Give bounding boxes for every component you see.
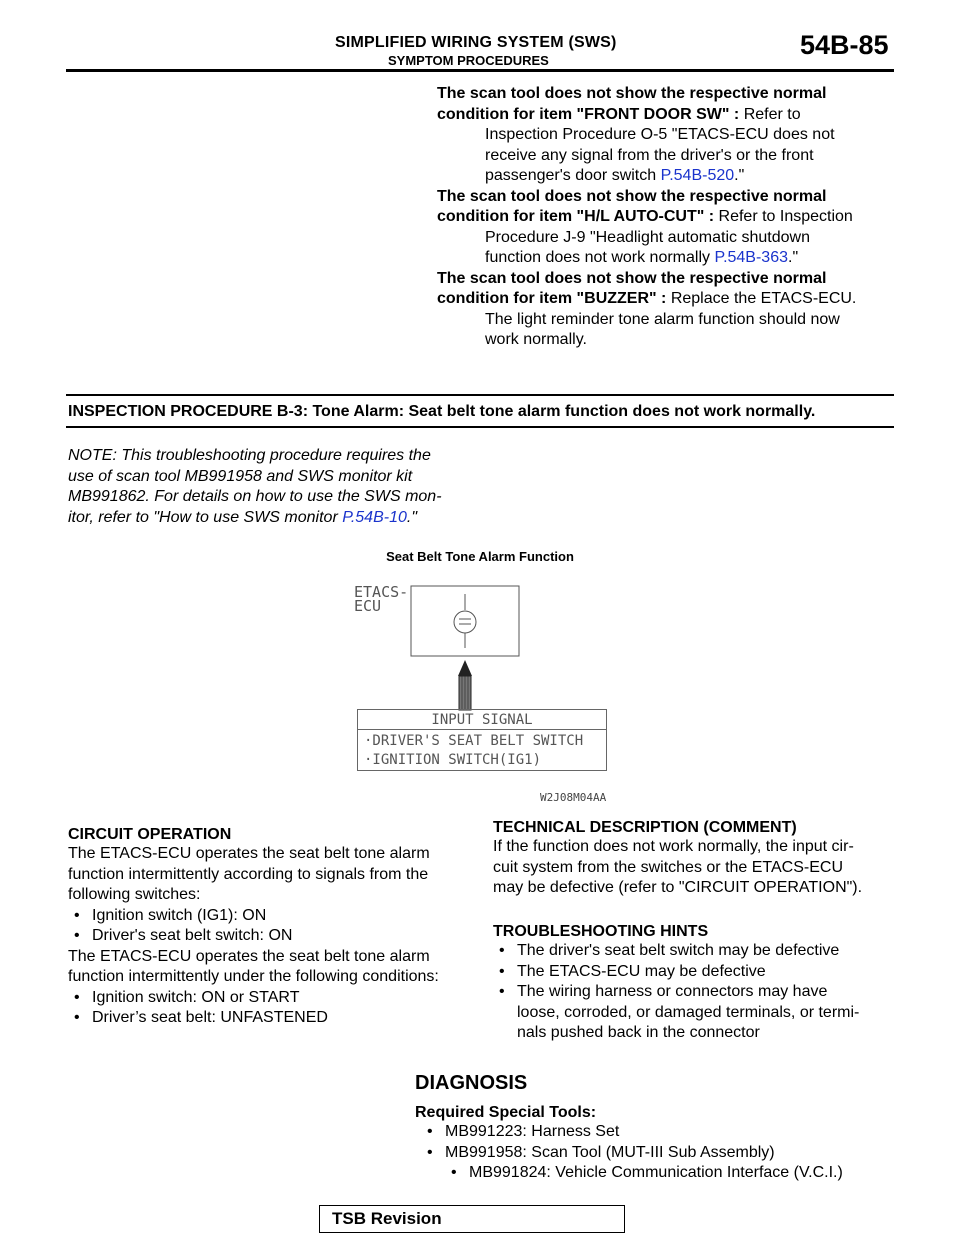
circuit-bullets-2 — [68, 988, 478, 1029]
arrow-head — [458, 660, 472, 676]
list-item: • The wiring harness or connectors may have — [493, 982, 903, 1003]
link-p54b-363[interactable]: P.54B-363 — [714, 249, 788, 266]
tsb-revision-box: TSB Revision — [319, 1205, 625, 1233]
condition-text: ." — [788, 249, 799, 266]
circuit-operation — [68, 826, 478, 1029]
tools-heading: Required Special Tools: — [415, 1104, 597, 1121]
hints-heading: TROUBLESHOOTING HINTS — [493, 923, 709, 940]
condition-text: Refer to Inspection — [714, 208, 853, 225]
input-signal-box — [357, 709, 607, 771]
condition-text: passenger's door switch — [485, 167, 661, 184]
header-rule — [66, 69, 894, 72]
technical-heading: TECHNICAL DESCRIPTION (COMMENT) — [493, 819, 797, 836]
condition-bold: condition for item "H/L AUTO-CUT" : — [437, 208, 715, 225]
circuit-text: function intermittently according to signals from the — [68, 865, 429, 883]
technical-text: may be defective (refer to "CIRCUIT OPERATION"). — [493, 879, 863, 896]
input-signal-item: ·DRIVER'S SEAT BELT SWITCH — [364, 733, 584, 749]
figure-title: Seat Belt Tone Alarm Function — [386, 549, 574, 564]
section-title: SIMPLIFIED WIRING SYSTEM (SWS) — [335, 34, 617, 51]
condition-text: Replace the ETACS-ECU. — [666, 290, 857, 307]
list-item: • MB991223: Harness Set — [421, 1122, 895, 1143]
condition-text: Procedure J-9 "Headlight automatic shutdown — [485, 228, 810, 246]
technical-description — [493, 819, 903, 899]
input-signal-header: INPUT SIGNAL — [358, 710, 606, 730]
condition-bold: condition for item "BUZZER" : — [437, 290, 667, 307]
figure-code: W2J08M04AA — [540, 791, 607, 804]
ecu-label-line: ETACS- — [354, 583, 409, 601]
condition-front-door — [437, 84, 897, 187]
diagnosis-heading: DIAGNOSIS — [415, 1072, 528, 1094]
circuit-heading: CIRCUIT OPERATION — [68, 826, 232, 843]
condition-hl-auto-cut — [437, 187, 897, 269]
note-line: use of scan tool MB991958 and SWS monitor kit — [68, 467, 413, 485]
procedure-title: INSPECTION PROCEDURE B-3: Tone Alarm: Seat belt tone alarm function does not work normally. — [68, 403, 816, 420]
list-item: • MB991958: Scan Tool (MUT-III Sub Assembly) — [421, 1143, 895, 1164]
list-item: • Ignition switch: ON or START — [68, 988, 478, 1009]
note-line: itor, refer to "How to use SWS monitor — [68, 508, 343, 526]
link-p54b-520[interactable]: P.54B-520 — [660, 167, 735, 184]
technical-text: If the function does not work normally, the input cir- — [493, 838, 854, 855]
circuit-text: following switches: — [68, 886, 201, 903]
circuit-text: function intermittently under the following conditions: — [68, 968, 439, 985]
troubleshooting-hints — [493, 923, 903, 1044]
list-item: • The ETACS-ECU may be defective — [493, 962, 903, 983]
note-line: NOTE: This troubleshooting procedure requires the — [68, 447, 431, 464]
condition-bold: The scan tool does not show the respective normal — [437, 85, 827, 102]
circuit-bullets-1 — [68, 906, 478, 947]
condition-text: work normally. — [485, 331, 587, 348]
procedure-note — [68, 446, 488, 528]
technical-text: cuit system from the switches or the ETACS-ECU — [493, 858, 844, 876]
condition-text: Refer to — [739, 105, 801, 123]
circuit-text: The ETACS-ECU operates the seat belt tone alarm — [68, 845, 430, 862]
circuit-text: The ETACS-ECU operates the seat belt tone alarm — [68, 947, 430, 965]
page-number: 54B-85 — [800, 30, 889, 60]
procedure-rule-top — [66, 394, 894, 396]
condition-text: ." — [734, 167, 745, 184]
link-p54b-10[interactable]: P.54B-10 — [342, 508, 407, 526]
hints-text: nals pushed back in the connector — [517, 1024, 760, 1041]
condition-bold: The scan tool does not show the respective normal — [437, 269, 827, 287]
special-tools — [415, 1104, 895, 1184]
condition-text: The light reminder tone alarm function should now — [485, 310, 840, 328]
tools-list — [421, 1122, 895, 1163]
condition-text: Inspection Procedure O-5 "ETACS-ECU does not — [485, 126, 835, 143]
condition-text: receive any signal from the driver's or the front — [485, 146, 814, 164]
ecu-label-line: ECU — [354, 597, 382, 615]
note-line: MB991862. For details on how to use the SWS mon- — [68, 488, 442, 505]
procedure-rule-bottom — [66, 426, 894, 428]
buzzer-icon — [454, 611, 476, 633]
hints-bullets — [493, 941, 903, 1003]
list-item: • Ignition switch (IG1): ON — [68, 906, 478, 927]
list-item: • MB991824: Vehicle Communication Interface (V.C.I.) — [445, 1163, 895, 1184]
ecu-diagram — [400, 580, 530, 715]
condition-buzzer — [437, 269, 897, 351]
list-item: • Driver's seat belt switch: ON — [68, 926, 478, 947]
condition-bold: The scan tool does not show the respective normal — [437, 187, 827, 205]
condition-text: function does not work normally — [485, 249, 715, 266]
list-item: • Driver’s seat belt: UNFASTENED — [68, 1008, 478, 1029]
list-item: • The driver's seat belt switch may be defective — [493, 941, 903, 962]
top-conditions — [437, 84, 897, 351]
section-subtitle: SYMPTOM PROCEDURES — [388, 53, 549, 68]
input-signal-item: ·IGNITION SWITCH(IG1) — [364, 752, 542, 768]
hints-text: loose, corroded, or damaged terminals, or termi- — [517, 1003, 860, 1021]
note-line: ." — [406, 508, 417, 526]
condition-bold: condition for item "FRONT DOOR SW" : — [437, 105, 740, 123]
subtools-list — [445, 1163, 895, 1184]
